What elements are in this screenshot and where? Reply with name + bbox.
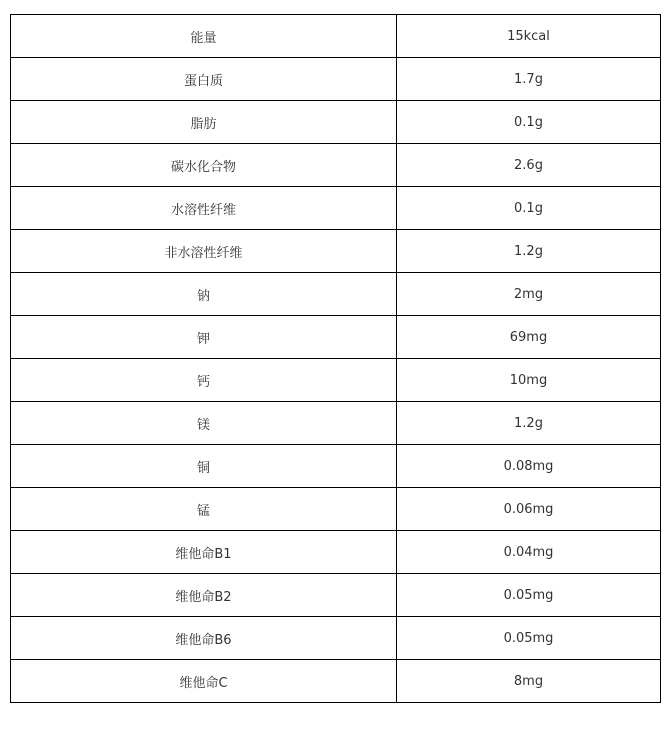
table-row bbox=[11, 187, 661, 230]
nutrient-name-cell: 维他命C bbox=[11, 660, 397, 703]
nutrient-name-cell: 镁 bbox=[11, 402, 397, 445]
nutrient-name-cell: 铜 bbox=[11, 445, 397, 488]
nutrient-value-cell: 0.1g bbox=[397, 187, 661, 230]
table-row bbox=[11, 144, 661, 187]
nutrient-name-cell: 能量 bbox=[11, 15, 397, 58]
nutrient-name-cell: 碳水化合物 bbox=[11, 144, 397, 187]
nutrient-value-cell: 0.05mg bbox=[397, 574, 661, 617]
nutrient-value-cell: 69mg bbox=[397, 316, 661, 359]
nutrient-name-cell: 维他命B1 bbox=[11, 531, 397, 574]
table-row bbox=[11, 15, 661, 58]
nutrient-value-cell: 2mg bbox=[397, 273, 661, 316]
nutrient-value-cell: 1.2g bbox=[397, 402, 661, 445]
nutrient-name-cell: 钙 bbox=[11, 359, 397, 402]
table-row bbox=[11, 273, 661, 316]
table-row bbox=[11, 488, 661, 531]
nutrient-name-cell: 水溶性纤维 bbox=[11, 187, 397, 230]
nutrient-name-cell: 非水溶性纤维 bbox=[11, 230, 397, 273]
nutrient-name-cell: 蛋白质 bbox=[11, 58, 397, 101]
nutrient-value-cell: 0.04mg bbox=[397, 531, 661, 574]
nutrient-value-cell: 0.1g bbox=[397, 101, 661, 144]
nutrition-table-body bbox=[11, 15, 661, 703]
table-row bbox=[11, 660, 661, 703]
nutrient-value-cell: 1.7g bbox=[397, 58, 661, 101]
nutrient-value-cell: 10mg bbox=[397, 359, 661, 402]
table-row bbox=[11, 445, 661, 488]
table-row bbox=[11, 101, 661, 144]
table-row bbox=[11, 617, 661, 660]
table-row bbox=[11, 316, 661, 359]
nutrient-value-cell: 0.08mg bbox=[397, 445, 661, 488]
nutrition-table bbox=[10, 14, 661, 703]
nutrient-value-cell: 15kcal bbox=[397, 15, 661, 58]
table-row bbox=[11, 359, 661, 402]
nutrient-name-cell: 钠 bbox=[11, 273, 397, 316]
nutrient-name-cell: 维他命B6 bbox=[11, 617, 397, 660]
table-row bbox=[11, 402, 661, 445]
nutrient-value-cell: 0.06mg bbox=[397, 488, 661, 531]
table-row bbox=[11, 574, 661, 617]
table-row bbox=[11, 531, 661, 574]
nutrient-value-cell: 0.05mg bbox=[397, 617, 661, 660]
nutrient-value-cell: 1.2g bbox=[397, 230, 661, 273]
table-row bbox=[11, 58, 661, 101]
nutrient-name-cell: 维他命B2 bbox=[11, 574, 397, 617]
nutrient-name-cell: 钾 bbox=[11, 316, 397, 359]
nutrient-name-cell: 锰 bbox=[11, 488, 397, 531]
nutrient-name-cell: 脂肪 bbox=[11, 101, 397, 144]
nutrient-value-cell: 2.6g bbox=[397, 144, 661, 187]
table-row bbox=[11, 230, 661, 273]
nutrient-value-cell: 8mg bbox=[397, 660, 661, 703]
